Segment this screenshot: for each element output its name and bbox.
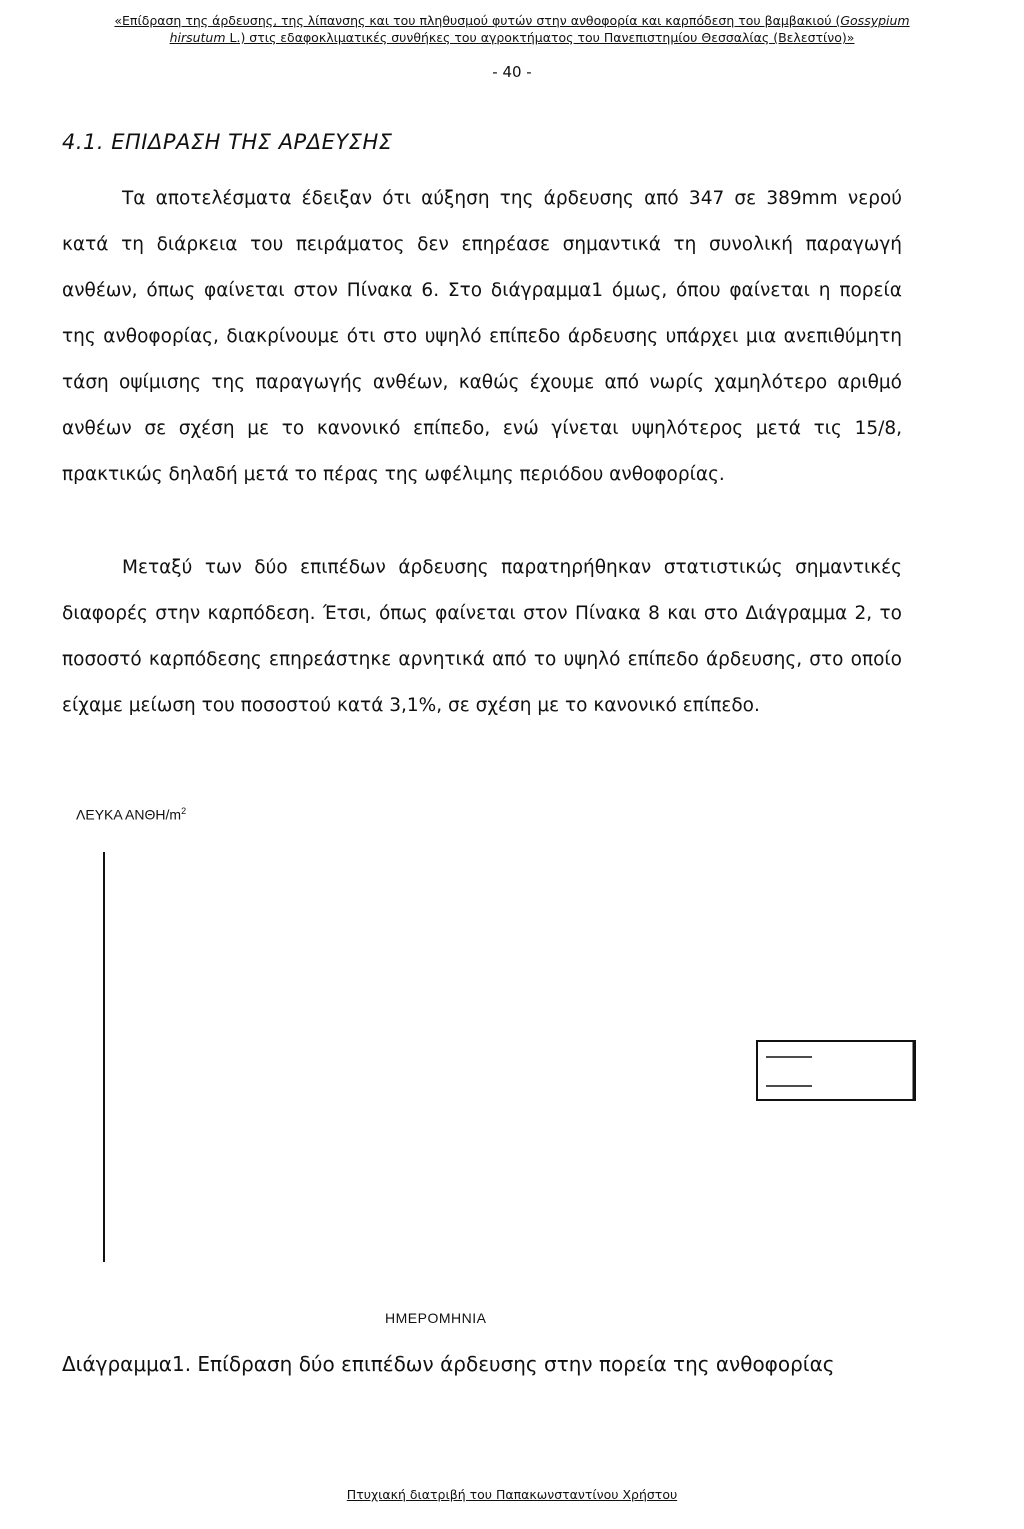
chart-y-axis-label: ΛΕΥΚΑ ΑΝΘΗ/$m^2$ <box>76 806 187 823</box>
page-number: - 40 - <box>492 63 532 81</box>
header-line-1: «Επίδραση της άρδευσης, της λίπανσης και του πληθυσμού φυτών στην ανθοφορία και καρπόδεση του βαμβακιού (Gossypium <box>114 13 910 28</box>
paragraph-1: Τα αποτελέσματα έδειξαν ότι αύξηση της άρδευσης από 347 σε 389mm νερού κατά τη διάρκεια του πειράματος δεν επηρέασε σημαντικά τη συνολική παραγωγή ανθέων, όπως φαίνεται στον Πίνακα 6. Στο διάγραμμα1 όμως, όπου φαίνεται η πορεία της ανθοφορίας, διακρίνουμε ότι στο υψηλό επίπεδο άρδευσης υπάρχει μια ανεπιθύμητη τάση οψίμισης της παραγωγής ανθέων, καθώς έχουμε από νωρίς χαμηλότερο αριθμό ανθέων σε σχέση με το κανονικό επίπεδο, ενώ γίνεται υψηλότερος μετά τις 15/8, πρακτικώς δηλαδή μετά το πέρας της ωφέλιμης περιόδου ανθοφορίας. <box>62 188 902 485</box>
chart-caption: Διάγραμμα1. Επίδραση δύο επιπέδων άρδευσης στην πορεία της ανθοφορίας <box>62 1352 835 1376</box>
page-footer: Πτυχιακή διατριβή του Παπακωνσταντίνου Χρήστου <box>346 1487 678 1502</box>
header-line-2: hirsutum L.) στις εδαφοκλιματικές συνθήκες του αγροκτήματος του Πανεπιστημίου Θεσσαλίας (Βελεστίνο)» <box>169 30 855 45</box>
paragraph-2: Μεταξύ των δύο επιπέδων άρδευσης παρατηρήθηκαν στατιστικώς σημαντικές διαφορές στην καρπόδεση. Έτσι, όπως φαίνεται στον Πίνακα 8 και στο Διάγραμμα 2, το ποσοστό καρπόδεσης επηρεάστηκε αρνητικά από το υψηλό επίπεδο άρδευσης, στο οποίο είχαμε μείωση του ποσοστού κατά 3,1%, σε σχέση με το κανονικό επίπεδο. <box>62 557 902 716</box>
chart-x-axis-label: ΗΜΕΡΟΜΗΝΙΑ <box>385 1310 487 1326</box>
section-title: 4.1. ΕΠΙΔΡΑΣΗ ΤΗΣ ΑΡΔΕΥΣΗΣ <box>62 130 393 154</box>
chart-legend-box <box>757 1041 915 1100</box>
